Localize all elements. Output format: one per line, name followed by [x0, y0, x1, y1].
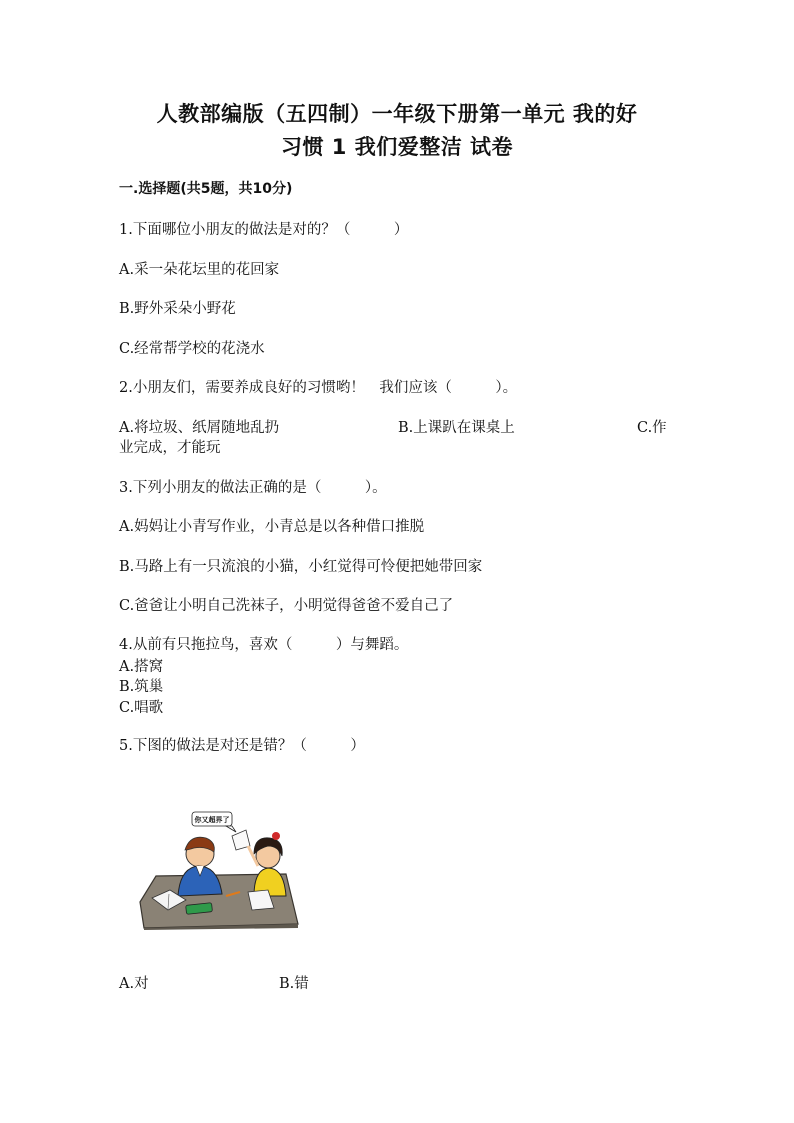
question-2-option-c-end: 业完成，才能玩 [119, 440, 221, 456]
question-3-option-c: C.爸爸让小明自己洗袜子，小明觉得爸爸不爱自己了 [119, 598, 454, 614]
question-3-option-b: B.马路上有一只流浪的小猫，小红觉得可怜便把她带回家 [119, 559, 483, 575]
question-5-option-b: B.错 [279, 976, 309, 992]
question-1-option-b: B.野外采朵小野花 [119, 301, 236, 317]
question-1-option-a: A.采一朵花坛里的花回家 [119, 262, 280, 278]
question-5-option-a: A.对 [119, 976, 149, 992]
question-3-stem: 3.下列小朋友的做法正确的是（ ）。 [119, 480, 387, 496]
question-4-option-b: B.筑巢 [119, 679, 164, 695]
question-2-stem: 2.小朋友们，需要养成良好的习惯哟！ 我们应该（ ）。 [119, 380, 518, 396]
exam-title-line-2: 习惯 1 我们爱整洁 试卷 [280, 135, 514, 159]
question-1-option-c: C.经常帮学校的花浇水 [119, 341, 265, 357]
question-5-illustration [136, 806, 300, 930]
question-1-stem: 1.下面哪位小朋友的做法是对的？（ ） [119, 222, 409, 238]
question-4-option-c: C.唱歌 [119, 700, 164, 716]
question-5-stem: 5.下图的做法是对还是错？（ ） [119, 738, 365, 754]
question-2-option-a: A.将垃圾、纸屑随地乱扔 [119, 420, 280, 436]
question-3-option-a: A.妈妈让小青写作业，小青总是以各种借口推脱 [119, 519, 425, 535]
question-2-option-c-start: C.作 [637, 420, 667, 436]
exam-title-line-1: 人教部编版（五四制）一年级下册第一单元 我的好 [156, 102, 638, 126]
question-4-option-a: A.搭窝 [119, 659, 164, 675]
question-4-stem: 4.从前有只拖拉鸟，喜欢（ ）与舞蹈。 [119, 637, 409, 653]
section-heading: 一.选择题(共5题，共10分) [119, 181, 293, 197]
question-2-option-b: B.上课趴在课桌上 [398, 420, 515, 436]
speech-bubble-text: 你又超界了 [194, 816, 230, 824]
